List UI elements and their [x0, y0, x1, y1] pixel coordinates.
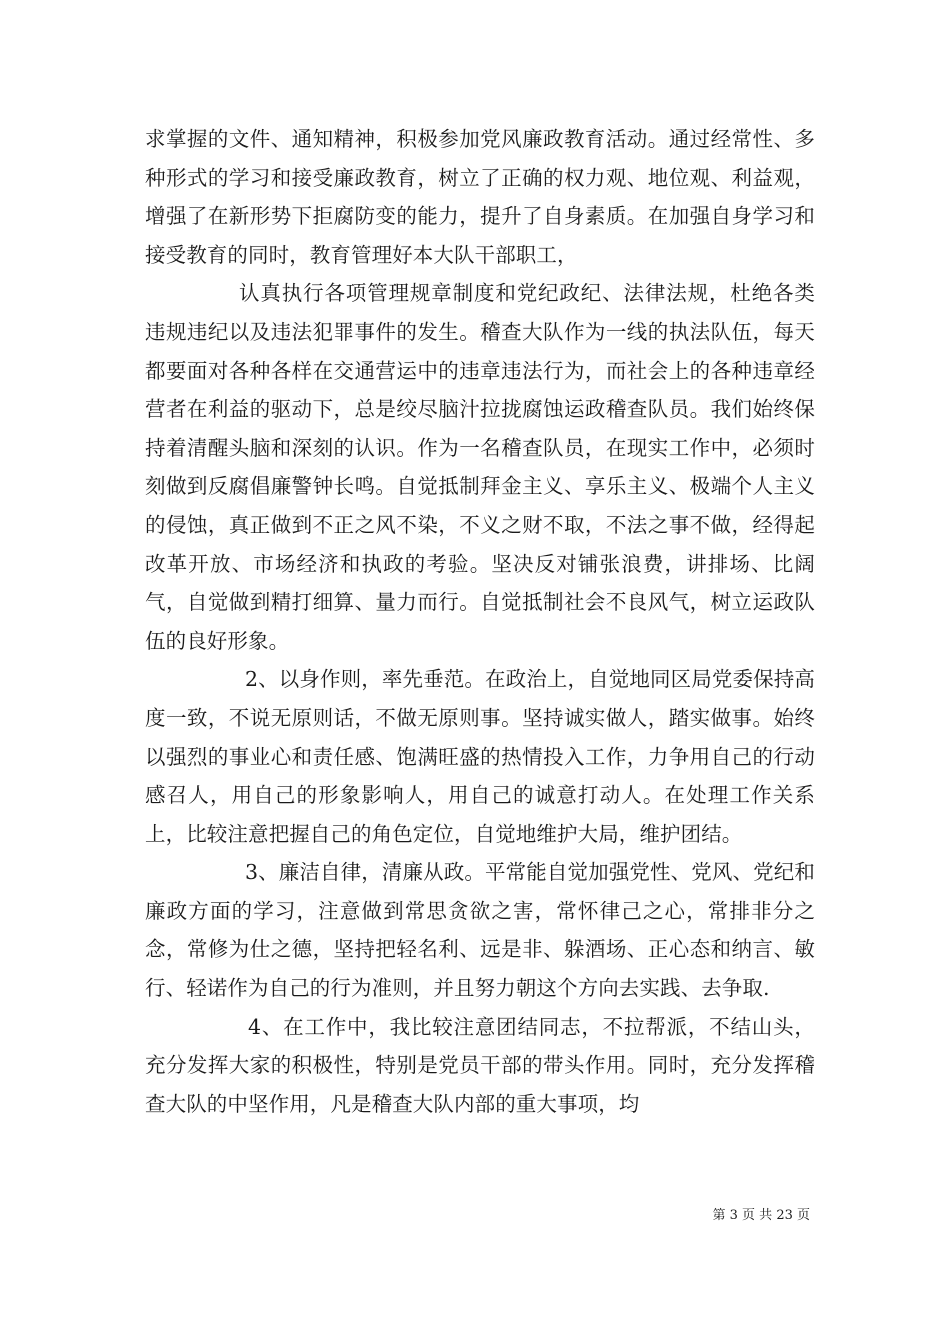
- paragraph-4: 3、廉洁自律，清廉从政。平常能自觉加强党性、党风、党纪和廉政方面的学习，注意做到常思贪欲之害，常怀律己之心，常排非分之念，常修为仕之德，坚持把轻名利、远是非、躲酒场、正心态和纳言、敏行、轻诺作为自己的行为准则，并且努力朝这个方向去实践、去争取.: [145, 860, 815, 1001]
- paragraph-2: 认真执行各项管理规章制度和党纪政纪、法律法规，杜绝各类违规违纪以及违法犯罪事件的发生。稽查大队作为一线的执法队伍，每天都要面对各种各样在交通营运中的违章违法行为，而社会上的各种违章经营者在利益的驱动下，总是绞尽脑汁拉拢腐蚀运政稽查队员。我们始终保持着清醒头脑和深刻的认识。作为一名稽查队员，在现实工作中，必须时刻做到反腐倡廉警钟长鸣。自觉抵制拜金主义、享乐主义、极端个人主义的侵蚀，真正做到不正之风不染，不义之财不取，不法之事不做，经得起改革开放、市场经济和执政的考验。坚决反对铺张浪费，讲排场、比阔气，自觉做到精打细算、量力而行。自觉抵制社会不良风气，树立运政队伍的良好形象。: [145, 281, 815, 653]
- paragraph-5: 4、在工作中，我比较注意团结同志，不拉帮派，不结山头，充分发挥大家的积极性，特别是党员干部的带头作用。同时，充分发挥稽查大队的中坚作用，凡是稽查大队内部的重大事项，均: [145, 1014, 815, 1116]
- body-text: [145, 120, 815, 1123]
- page-number: 第 3 页 共 23 页: [712, 1208, 810, 1223]
- paragraph-3: 2、以身作则，率先垂范。在政治上，自觉地同区局党委保持高度一致，不说无原则话，不做无原则事。坚持诚实做人，踏实做事。始终以强烈的事业心和责任感、饱满旺盛的热情投入工作，力争用自己的行动感召人，用自己的形象影响人，用自己的诚意打动人。在处理工作关系上，比较注意把握自己的角色定位，自觉地维护大局，维护团结。: [145, 667, 815, 846]
- paragraph-1: 求掌握的文件、通知精神，积极参加党风廉政教育活动。通过经常性、多种形式的学习和接受廉政教育，树立了正确的权力观、地位观、利益观，增强了在新形势下拒腐防变的能力，提升了自身素质。在加强自身学习和接受教育的同时，教育管理好本大队干部职工，: [145, 127, 815, 267]
